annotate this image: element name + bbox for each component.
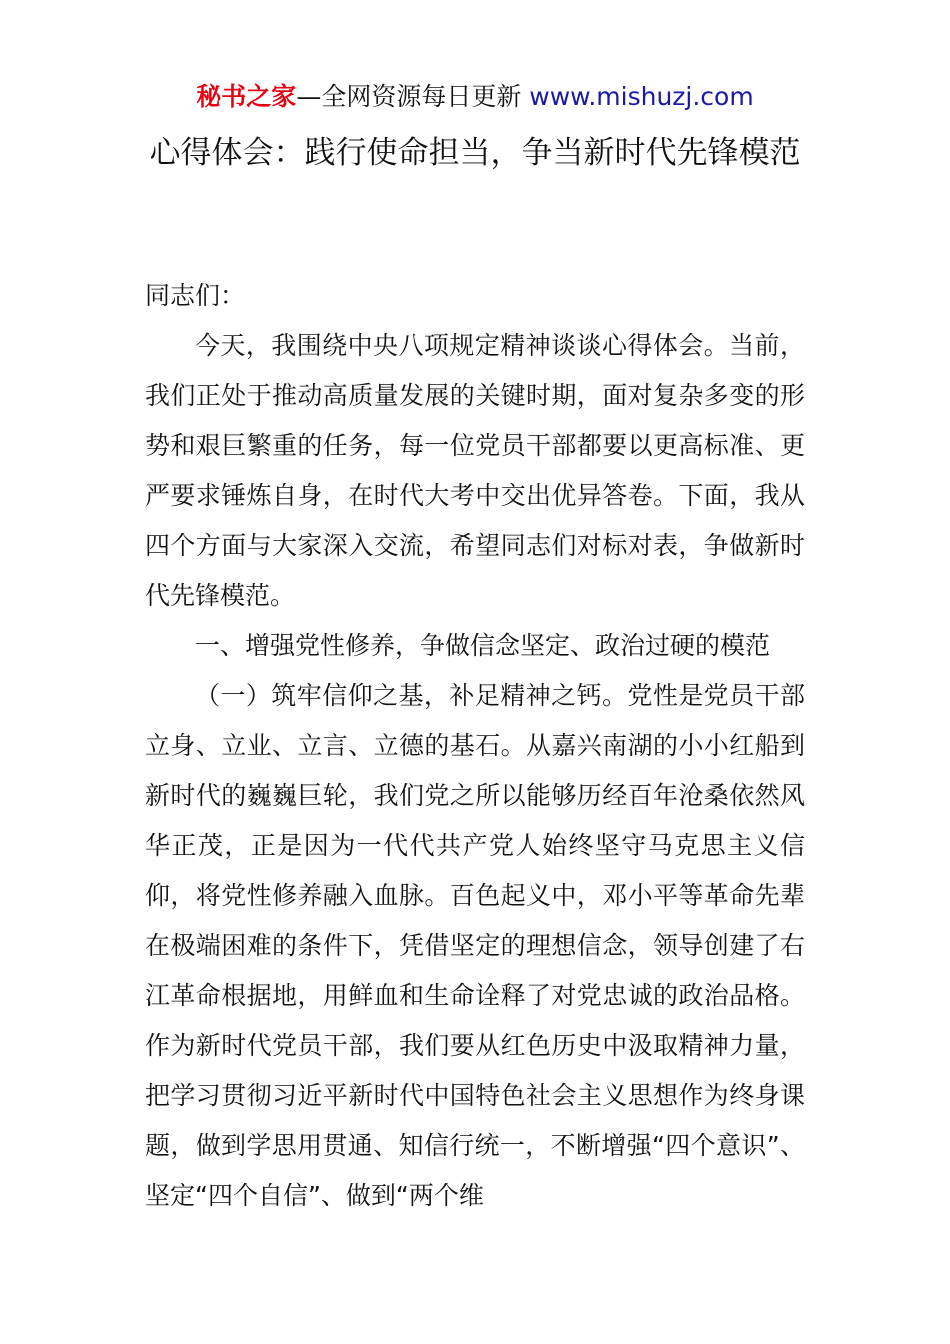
site-brand: 秘书之家 bbox=[196, 82, 297, 111]
document-title: 心得体会：践行使命担当，争当新时代先锋模范 bbox=[149, 135, 801, 171]
document-body bbox=[145, 271, 805, 1221]
paragraph-1-1: （一）筑牢信仰之基，补足精神之钙。党性是党员干部立身、立业、立言、立德的基石。从嘉兴南湖的小小红船到新时代的巍巍巨轮，我们党之所以能够历经百年沧桑依然风华正茂，正是因为一代代共产党人始终坚守马克思主义信仰，将党性修养融入血脉。百色起义中，邓小平等革命先辈在极端困难的条件下，凭借坚定的理想信念，领导创建了右江革命根据地，用鲜血和生命诠释了对党忠诚的政治品格。作为新时代党员干部，我们要从红色历史中汲取精神力量，把学习贯彻习近平新时代中国特色社会主义思想作为终身课题，做到学思用贯通、知信行统一，不断增强“四个意识”、坚定“四个自信”、做到“两个维 bbox=[145, 681, 805, 1210]
site-header bbox=[0, 80, 950, 114]
paragraph-intro: 今天，我围绕中央八项规定精神谈谈心得体会。当前，我们正处于推动高质量发展的关键时期，面对复杂多变的形势和艰巨繁重的任务，每一位党员干部都要以更高标准、更严要求锤炼自身，在时代大考中交出优异答卷。下面，我从四个方面与大家深入交流，希望同志们对标对表，争做新时代先锋模范。 bbox=[145, 331, 805, 610]
site-url-link[interactable]: www.mishuzj.com bbox=[529, 82, 754, 111]
salutation: 同志们： bbox=[145, 281, 246, 310]
section-heading-1: 一、增强党性修养，争做信念坚定、政治过硬的模范 bbox=[195, 631, 771, 660]
site-tagline: —全网资源每日更新 bbox=[296, 82, 522, 111]
